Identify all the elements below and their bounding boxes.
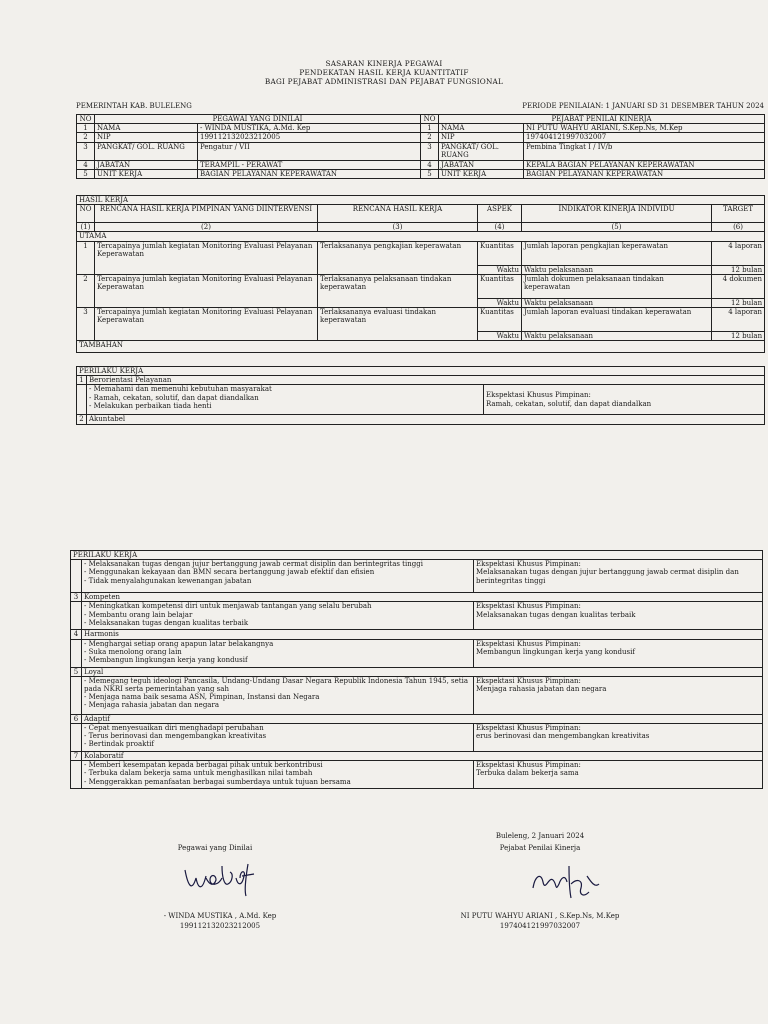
row-no: 2 (77, 133, 95, 142)
rhk-no: 1 (77, 241, 95, 274)
identity-table (76, 114, 765, 179)
indikator: Jumlah laporan pengkajian keperawatan (522, 241, 712, 265)
penilai-pangkat: Pembina Tingkat I / IV/b (524, 142, 765, 160)
aspek: Waktu (478, 265, 522, 274)
perilaku-no: 7 (71, 752, 82, 761)
ekspektasi-label: Ekspektasi Khusus Pimpinan: (476, 639, 581, 648)
doc-title-1: SASARAN KINERJA PEGAWAI (325, 59, 443, 68)
perilaku-spacer (71, 560, 82, 593)
aspek: Waktu (478, 332, 522, 341)
row-no: 3 (421, 142, 439, 160)
ekspektasi-label: Ekspektasi Khusus Pimpinan: (476, 560, 581, 569)
indikator: Jumlah dokumen pelaksanaan tindakan keperawatan (522, 274, 712, 298)
point: - Menjaga rahasia jabatan dan negara (84, 701, 219, 710)
row-label: NIP (95, 133, 198, 142)
ekspektasi (474, 639, 763, 667)
ekspektasi (474, 724, 763, 752)
perilaku-section: PERILAKU KERJA (71, 551, 763, 560)
right-role: Pejabat Penilai Kinerja (499, 844, 581, 852)
col-number: (3) (318, 223, 478, 232)
aspek: Kuantitas (478, 241, 522, 265)
ekspektasi-value: erus berinovasi dan mengembangkan kreativitas (476, 732, 650, 741)
hasil-kerja-section: HASIL KERJA (77, 196, 765, 205)
col-header: NO (77, 205, 95, 223)
row-label: UNIT KERJA (439, 169, 524, 178)
ekspektasi-value: Menjaga rahasia jabatan dan negara (476, 685, 607, 694)
point: - Melaksanakan tugas dengan kualitas terbaik (84, 618, 249, 627)
point: - Menghargai setiap orang apapun latar belakangnya (84, 639, 274, 648)
target: 4 laporan (712, 241, 765, 265)
row-no: 4 (77, 160, 95, 169)
left-signature (180, 856, 260, 900)
row-label: PANGKAT/ GOL. RUANG (95, 142, 198, 160)
rhk: Terlaksananya pelaksanaan tindakan keperawatan (318, 274, 478, 307)
perilaku-table-2 (70, 550, 763, 789)
perilaku-table-1 (76, 366, 765, 425)
rhk-no: 3 (77, 308, 95, 341)
perilaku-no: 6 (71, 714, 82, 723)
penilai-unit: BAGIAN PELAYANAN KEPERAWATAN (524, 169, 765, 178)
row-label: UNIT KERJA (95, 169, 198, 178)
row-no: 1 (77, 124, 95, 133)
ekspektasi-value: Melaksanakan tugas dengan kualitas terbaik (476, 610, 636, 619)
target: 4 dokumen (712, 274, 765, 298)
point: - Melakukan perbaikan tiada henti (89, 401, 212, 410)
point: - Membantu orang lain belajar (84, 610, 193, 619)
perilaku-points (82, 639, 474, 667)
perilaku-spacer (71, 724, 82, 752)
perilaku-no: 4 (71, 630, 82, 639)
left-signer-nip: 199112132023212005 (179, 922, 261, 930)
perilaku-spacer (77, 385, 87, 415)
perilaku-points (82, 724, 474, 752)
rhk: Terlaksananya evaluasi tindakan keperawatan (318, 308, 478, 341)
perilaku-points (82, 761, 474, 789)
perilaku-spacer (71, 761, 82, 789)
point: - Membangun lingkungan kerja yang kondusif (84, 656, 248, 665)
doc-title-3: BAGI PEJABAT ADMINISTRASI DAN PEJABAT FUNGSIONAL (264, 77, 504, 86)
aspek: Kuantitas (478, 308, 522, 332)
row-label: PANGKAT/ GOL. RUANG (439, 142, 524, 160)
ekspektasi (474, 676, 763, 714)
point: - Melaksanakan tugas dengan jujur bertanggung jawab cermat disiplin dan berintegritas tinggi (84, 560, 423, 569)
hasil-kerja-table (76, 195, 765, 353)
ekspektasi-label: Ekspektasi Khusus Pimpinan: (476, 676, 581, 685)
perilaku-title: Kompeten (82, 593, 763, 602)
penilai-nama: NI PUTU WAHYU ARIANI, S.Kep.Ns, M.Kep (524, 124, 765, 133)
doc-title-2: PENDEKATAN HASIL KERJA KUANTITATIF (299, 68, 469, 77)
col-header: ASPEK (478, 205, 522, 223)
indikator: Jumlah laporan evaluasi tindakan keperawatan (522, 308, 712, 332)
right-signer-nip: 197404121997032007 (499, 922, 581, 930)
penilai-nip: 197404121997032007 (524, 133, 765, 142)
right-signer-name: NI PUTU WAHYU ARIANI , S.Kep.Ns, M.Kep (460, 912, 620, 920)
rhk: Terlaksananya pengkajian keperawatan (318, 241, 478, 274)
rhk-pimpinan: Tercapainya jumlah kegiatan Monitoring Evaluasi Pelayanan Keperawatan (95, 241, 318, 274)
row-no: 4 (421, 160, 439, 169)
pegawai-unit: BAGIAN PELAYANAN KEPERAWATAN (198, 169, 421, 178)
ekspektasi-value: Melaksanakan tugas dengan jujur bertanggung jawab cermat disiplin dan berintegritas tinggi (476, 568, 739, 585)
target: 12 bulan (712, 298, 765, 307)
ekspektasi-label: Ekspektasi Khusus Pimpinan: (476, 761, 581, 770)
aspek: Waktu (478, 298, 522, 307)
ekspektasi-label: Ekspektasi Khusus Pimpinan: (486, 391, 591, 400)
rhk-no: 2 (77, 274, 95, 307)
rhk-pimpinan: Tercapainya jumlah kegiatan Monitoring Evaluasi Pelayanan Keperawatan (95, 274, 318, 307)
pegawai-nama: - WINDA MUSTIKA, A.Md. Kep (198, 124, 421, 133)
row-label: NIP (439, 133, 524, 142)
col-number: (2) (95, 223, 318, 232)
target: 4 laporan (712, 308, 765, 332)
point: - Terus berinovasi dan mengembangkan kreativitas (84, 732, 267, 741)
perilaku-no: 5 (71, 667, 82, 676)
point: - Ramah, cekatan, solutif, dan dapat diandalkan (89, 393, 259, 402)
rhk-pimpinan: Tercapainya jumlah kegiatan Monitoring Evaluasi Pelayanan Keperawatan (95, 308, 318, 341)
perilaku-points (82, 602, 474, 630)
row-no: 2 (421, 133, 439, 142)
indikator: Waktu pelaksanaan (522, 298, 712, 307)
place-date: Buleleng, 2 Januari 2024 (495, 832, 585, 840)
row-no: 1 (421, 124, 439, 133)
row-label: JABATAN (95, 160, 198, 169)
perilaku-spacer (71, 676, 82, 714)
col-number: (4) (478, 223, 522, 232)
perilaku-spacer (71, 602, 82, 630)
pegawai-pangkat: Pengatur / VII (198, 142, 421, 160)
perilaku-title: Berorientasi Pelayanan (87, 376, 765, 385)
perilaku-title: Adaptif (82, 714, 763, 723)
point: - Meningkatkan kompetensi diri untuk menjawab tantangan yang selalu berubah (84, 602, 372, 611)
ekspektasi (484, 385, 765, 415)
point: - Memahami dan memenuhi kebutuhan masyarakat (89, 385, 272, 394)
point: - Bertindak proaktif (84, 740, 155, 749)
col-number: (1) (77, 223, 95, 232)
aspek: Kuantitas (478, 274, 522, 298)
perilaku-points (82, 676, 474, 714)
row-no: 5 (421, 169, 439, 178)
pegawai-jabatan: TERAMPIL - PERAWAT (198, 160, 421, 169)
perilaku-points (87, 385, 484, 415)
pegawai-header: PEGAWAI YANG DINILAI (95, 115, 421, 124)
point: - Menggerakkan pemanfaatan berbagai sumberdaya untuk tujuan bersama (84, 777, 351, 786)
utama-section: UTAMA (77, 232, 765, 241)
ekspektasi-label: Ekspektasi Khusus Pimpinan: (476, 724, 581, 733)
left-signer-name: - WINDA MUSTIKA , A.Md. Kep (163, 912, 277, 920)
col-header: RENCANA HASIL KERJA PIMPINAN YANG DIINTERVENSI (95, 205, 318, 223)
target: 12 bulan (712, 332, 765, 341)
perilaku-no: 3 (71, 593, 82, 602)
col-header: TARGET (712, 205, 765, 223)
tambahan-section: TAMBAHAN (77, 341, 765, 353)
target: 12 bulan (712, 265, 765, 274)
penilai-jabatan: KEPALA BAGIAN PELAYANAN KEPERAWATAN (524, 160, 765, 169)
perilaku-title: Akuntabel (87, 415, 765, 424)
row-no: 5 (77, 169, 95, 178)
point: - Terbuka dalam bekerja sama untuk menghasilkan nilai tambah (84, 769, 313, 778)
point: - Suka menolong orang lain (84, 647, 182, 656)
no-header-right: NO (421, 115, 439, 124)
instansi-label: PEMERINTAH KAB. BULELENG (76, 102, 192, 110)
col-header: INDIKATOR KINERJA INDIVIDU (522, 205, 712, 223)
row-label: NAMA (95, 124, 198, 133)
perilaku-no: 2 (77, 415, 87, 424)
row-label: JABATAN (439, 160, 524, 169)
row-label: NAMA (439, 124, 524, 133)
ekspektasi (474, 560, 763, 593)
perilaku-points (82, 560, 474, 593)
indikator: Waktu pelaksanaan (522, 332, 712, 341)
periode-label: PERIODE PENILAIAN: 1 JANUARI SD 31 DESEMBER TAHUN 2024 (522, 102, 764, 110)
row-no: 3 (77, 142, 95, 160)
ekspektasi-value: Ramah, cekatan, solutif, dan dapat diandalkan (486, 399, 652, 408)
ekspektasi (474, 761, 763, 789)
perilaku-title: Harmonis (82, 630, 763, 639)
left-role: Pegawai yang Dinilai (177, 844, 253, 852)
pegawai-nip: 199112132023212005 (198, 133, 421, 142)
perilaku-title: Kolaboratif (82, 752, 763, 761)
point: - Menjaga nama baik sesama ASN, Pimpinan, Instansi dan Negara (84, 693, 320, 702)
point: - Memberi kesempatan kepada berbagai pihak untuk berkontribusi (84, 761, 323, 770)
col-header: RENCANA HASIL KERJA (318, 205, 478, 223)
point: - Cepat menyesuaikan diri menghadapi perubahan (84, 724, 264, 733)
perilaku-title: Loyal (82, 667, 763, 676)
point: - Menggunakan kekayaan dan BMN secara bertanggung jawab efektif dan efisien (84, 568, 375, 577)
col-number: (5) (522, 223, 712, 232)
ekspektasi-value: Terbuka dalam bekerja sama (476, 769, 579, 778)
point: - Tidak menyalahgunakan kewenangan jabatan (84, 576, 252, 585)
perilaku-spacer (71, 639, 82, 667)
perilaku-section: PERILAKU KERJA (77, 367, 765, 376)
ekspektasi-value: Membangun lingkungan kerja yang kondusif (476, 647, 635, 656)
no-header-left: NO (77, 115, 95, 124)
ekspektasi-label: Ekspektasi Khusus Pimpinan: (476, 602, 581, 611)
perilaku-no: 1 (77, 376, 87, 385)
point: - Memegang teguh ideologi Pancasila, Undang-Undang Dasar Negara Republik Indonesia Tahun 1945, setia pada NKRI serta pemerintahan yang sah (84, 676, 468, 694)
penilai-header: PEJABAT PENILAI KINERJA (439, 115, 765, 124)
indikator: Waktu pelaksanaan (522, 265, 712, 274)
col-number: (6) (712, 223, 765, 232)
right-signature (525, 862, 605, 906)
ekspektasi (474, 602, 763, 630)
